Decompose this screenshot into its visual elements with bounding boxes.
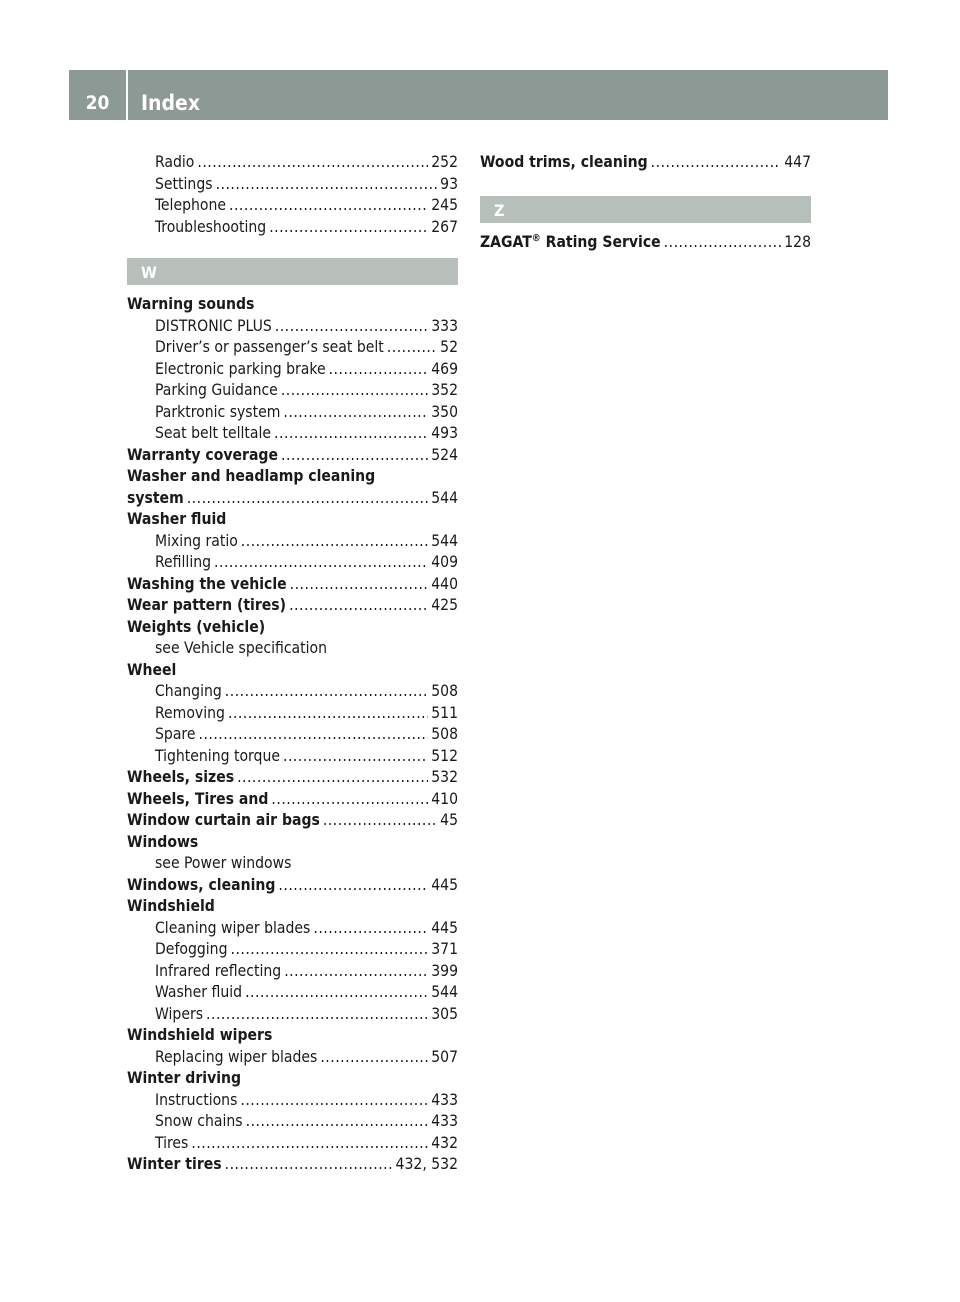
index-entry: Winter tires ..... 432, 532 [127, 1154, 458, 1176]
index-heading: Windows [127, 832, 199, 851]
index-entry: Cleaning wiper blades ..... 445 [127, 918, 458, 940]
index-heading: Wheel [127, 660, 177, 679]
index-entry: Removing ..... 511 [127, 703, 458, 725]
index-entry: Infrared reflecting ..... 399 [127, 961, 458, 983]
index-entry: Washer fluid ..... 544 [127, 982, 458, 1004]
index-column-left [127, 152, 458, 1176]
header-divider [126, 70, 128, 120]
index-heading: Washer and headlamp cleaning [127, 467, 376, 485]
index-entry: ZAGAT® Rating Service ..... 128 [480, 232, 811, 254]
index-heading: Windshield wipers [127, 1026, 273, 1044]
index-heading: Winter driving [127, 1069, 242, 1087]
index-entry: Changing ..... 508 [127, 681, 458, 703]
index-heading: Washer fluid [127, 510, 227, 528]
index-entry: Wear pattern (tires) ..... 425 [127, 595, 458, 617]
index-entry: Instructions ..... 433 [127, 1090, 458, 1112]
section-header-w: W [127, 258, 458, 285]
index-entry: Windows, cleaning ..... 445 [127, 875, 458, 897]
index-entry: Refilling ..... 409 [127, 552, 458, 574]
index-entry: Wood trims, cleaning ..... 447 [480, 152, 811, 174]
index-entry: Snow chains ..... 433 [127, 1111, 458, 1133]
index-entry: Window curtain air bags ..... 45 [127, 810, 458, 832]
index-entry: Parktronic system ..... 350 [127, 402, 458, 424]
index-entry: Washing the vehicle ..... 440 [127, 574, 458, 596]
index-cross-reference: see Vehicle specification [155, 639, 328, 657]
index-entry: Spare ..... 508 [127, 724, 458, 746]
index-entry: Replacing wiper blades ..... 507 [127, 1047, 458, 1069]
index-entry: Electronic parking brake ..... 469 [127, 359, 458, 381]
index-entry: Mixing ratio ..... 544 [127, 531, 458, 553]
index-entry: Wheels, Tires and ..... 410 [127, 789, 458, 811]
index-cross-reference: see Power windows [155, 854, 292, 872]
index-entry: Warranty coverage ..... 524 [127, 445, 458, 467]
index-entry: Seat belt telltale ..... 493 [127, 423, 458, 445]
index-entry: system ..... 544 [127, 488, 458, 510]
index-heading: Windshield [127, 897, 215, 915]
page-number: 20 [85, 92, 110, 114]
index-entry: Parking Guidance ..... 352 [127, 380, 458, 402]
index-entry: Wipers ..... 305 [127, 1004, 458, 1026]
index-entry: Tightening torque ..... 512 [127, 746, 458, 768]
page-header [69, 70, 888, 120]
index-column-right [480, 152, 811, 253]
index-heading: Warning sounds [127, 295, 255, 313]
registered-mark: ® [531, 232, 541, 244]
index-entry: Telephone ..... 245 [127, 195, 458, 217]
section-header-z: Z [480, 196, 811, 223]
index-entry: Troubleshooting ..... 267 [127, 217, 458, 239]
index-entry: Tires ..... 432 [127, 1133, 458, 1155]
index-entry: Radio ..... 252 [127, 152, 458, 174]
index-entry: Wheels, sizes ..... 532 [127, 767, 458, 789]
page-title: Index [141, 91, 201, 115]
index-entry: Driver’s or passenger’s seat belt ..... 52 [127, 337, 458, 359]
index-entry: Settings ..... 93 [127, 174, 458, 196]
index-entry: DISTRONIC PLUS ..... 333 [127, 316, 458, 338]
index-entry: Defogging ..... 371 [127, 939, 458, 961]
index-heading: Weights (vehicle) [127, 617, 266, 636]
